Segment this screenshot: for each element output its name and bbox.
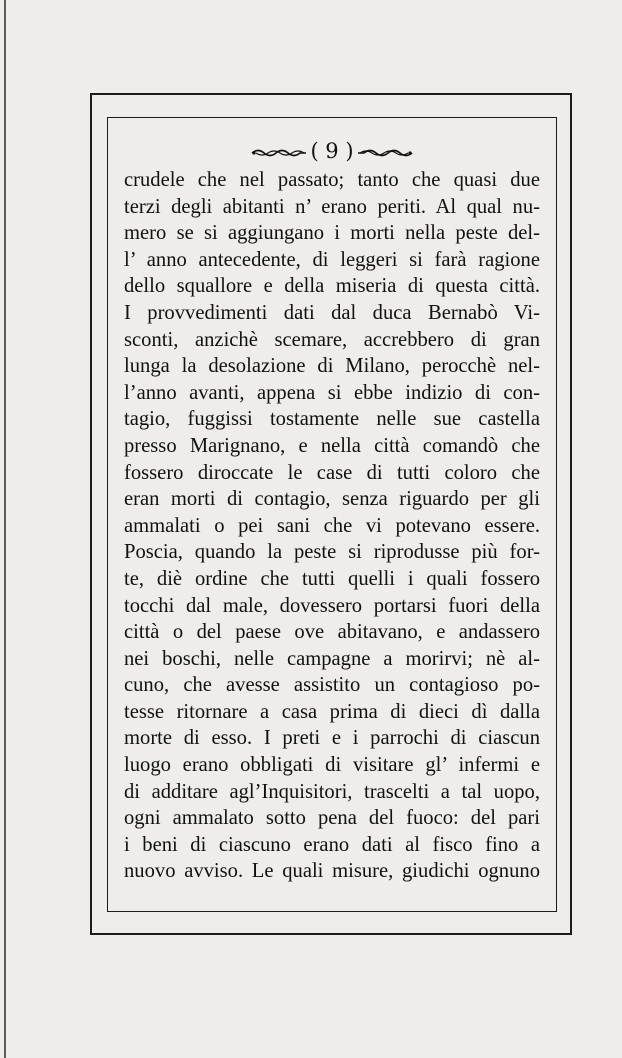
text-line: ammalati o pei sani che vi potevano essere. [124, 514, 540, 537]
left-ornament-icon [250, 147, 308, 159]
text-line: tesse ritornare a casa prima di dieci dì dalla [124, 700, 540, 723]
text-line: l’anno avanti, appena si ebbe indizio di con- [124, 381, 540, 404]
text-line: fossero diroccate le case di tutti coloro che [124, 461, 540, 484]
text-line: lunga la desolazione di Milano, perocchè nel- [124, 355, 540, 378]
text-line: presso Marignano, e nella città comandò che [124, 434, 540, 457]
page-number: ( 9 ) [310, 139, 354, 163]
text-line: tocchi dal male, dovessero portarsi fuori della [124, 594, 540, 617]
text-line: città o del paese ove abitavano, e andassero [124, 621, 540, 644]
text-line: i beni di ciascuno erano dati al fisco fino a [124, 833, 540, 856]
text-line: cuno, che avesse assistito un contagioso po- [124, 674, 540, 697]
text-line: I provvedimenti dati dal duca Bernabò Vi- [124, 301, 540, 324]
text-line: ogni ammalato sotto pena del fuoco: del pari [124, 807, 540, 830]
text-line: luogo erano obbligati di visitare gl’ infermi e [124, 754, 540, 777]
text-line: dello squallore e della miseria di questa città. [124, 275, 540, 298]
page-binding-edge [4, 0, 6, 1058]
text-line: eran morti di contagio, senza riguardo per gli [124, 488, 540, 511]
text-line: l’ anno antecedente, di leggeri si farà ragione [124, 248, 540, 271]
text-line: te, diè ordine che tutti quelli i quali fossero [124, 567, 540, 590]
body-text [124, 167, 540, 885]
text-line: morte di esso. I preti e i parrochi di ciascun [124, 727, 540, 750]
text-line: terzi degli abitanti n’ erano periti. Al qual nu- [124, 195, 540, 218]
page-header [107, 138, 557, 164]
text-line: crudele che nel passato; tanto che quasi due [124, 169, 540, 191]
text-line: nei boschi, nelle campagne a morirvi; nè al- [124, 647, 540, 670]
text-line: sconti, anzichè scemare, accrebbero di gran [124, 328, 540, 351]
text-line: mero se si aggiungano i morti nella peste del- [124, 222, 540, 245]
text-line: nuovo avviso. Le quali misure, giudichi ognuno [124, 860, 540, 883]
right-ornament-icon [356, 147, 414, 159]
text-line: Poscia, quando la peste si riprodusse più for- [124, 541, 540, 564]
text-line: di additare agl’Inquisitori, trascelti a tal uopo, [124, 780, 540, 803]
text-line: tagio, fuggissi tostamente nelle sue castella [124, 408, 540, 431]
